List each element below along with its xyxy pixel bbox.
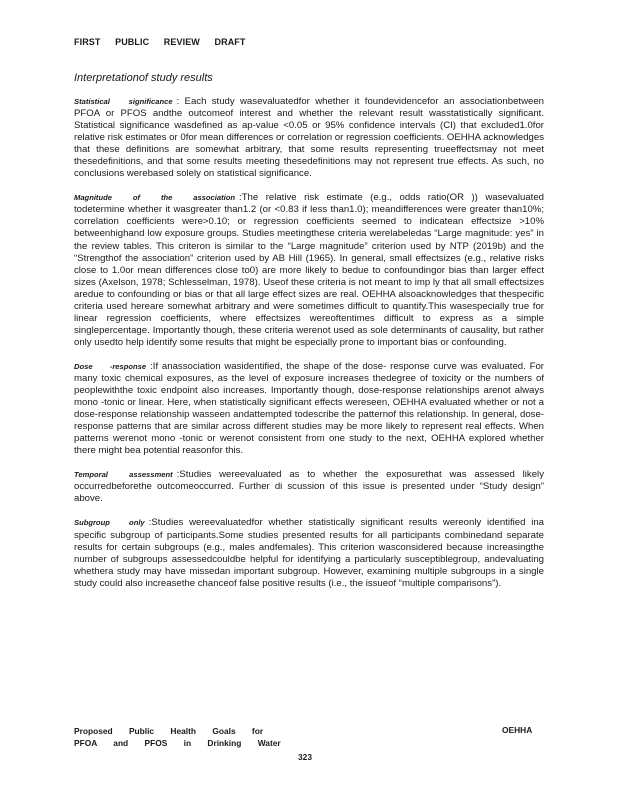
paragraph-label: Magnitude of the association	[74, 193, 236, 203]
paragraph-label: Subgroup only	[74, 518, 145, 528]
paragraph-temporal-assessment	[74, 469, 544, 505]
page-number: 323	[298, 752, 312, 762]
paragraph-label: Temporal assessment	[74, 470, 173, 480]
paragraph-label: Statistical significance	[74, 97, 173, 106]
footer-line-2: PFOA and PFOS in Drinking Water	[74, 738, 281, 748]
paragraph-text: :Studies wereevaluated as to whether the exposurethat was assessed likely occurredbeforethe outcomeoccurred. Further di scussion of this issue is presented under “Study design” above.	[74, 469, 544, 505]
footer-agency: OEHHA	[502, 725, 533, 735]
body-content	[74, 96, 544, 602]
section-heading: Interpretationof study results	[74, 72, 213, 84]
paragraph-text: : Each study wasevaluatedfor whether it foundevidencefor an associationbetween PFOA or PFOS andthe outcomeof interest and whether the relevant result wasstatistically significant. Statistical significance wasdefined as ap-value <0.05 or 95% confidence intervals (CI) that excluded1.0for relative risk estimates or 0for mean differences or correlation or regression coefficients. OEHHA acknowledges that these definitions are somewhat arbitrary, that some results representing trueeffectsmay not meet thesedefinitions, and that some results meeting thesedefinitions may not represent true effects. As such, no conclusions werebased solely on statistical significance.	[74, 96, 545, 180]
footer-document-title	[74, 725, 281, 749]
paragraph-subgroup-only	[74, 517, 544, 589]
paragraph-label: Dose -response	[74, 361, 147, 371]
paragraph-dose-response	[74, 361, 544, 457]
paragraph-text: :If anassociation wasidentified, the shape of the dose- response curve was evaluated. For many toxic chemical exposures, as the level of exposure increases thedegree of toxicity or the numbers of peoplewiththe toxic endpoint also increases. Importantly though, dose-response relationships arenot always mono -tonic or linear. Here, when statistically significant effects wereseen, OEHHA evaluated whether or not a dose-response relationship wasseen andattempted todescribe the patternof this relationship. In general, dose- response patterns that are similar across different studies may be more likely to represent real effects. When patterns werenot mono -tonic or werenot consistent from one study to the next, OEHHA explored whether there might bea potential reasonfor this.	[74, 360, 544, 457]
paragraph-text: :Studies wereevaluatedfor whether statistically significant results wereonly identified ina specific subgroup of participants.Some studies presented results for all participants combinedand separate results for certain subgroups (e.g., males andfemales). This criterion wasconsidered because increasingthe number of subgroups assessedcouldbe helpful for identifying a particularly susceptiblegroup, andevaluating whethera study may have missedan important subgroup. However, examining multiple subgroups in a single study could also increasethe chanceof false positive results (i.e., the issueof “multiple comparisons”).	[74, 517, 544, 589]
footer-line-1: Proposed Public Health Goals for	[74, 726, 264, 736]
draft-header: FIRST PUBLIC REVIEW DRAFT	[74, 37, 246, 47]
paragraph-magnitude	[74, 192, 544, 349]
paragraph-statistical-significance	[74, 96, 544, 180]
paragraph-text: :The relative risk estimate (e.g., odds ratio(OR )) wasevaluated todetermine whether it wasgreater than1.2 (or <0.83 if less than1.0); meandifferences were greater than10%; correlation coefficients were>0.10; or regression coefficients seemed to indicatean effectsize >10% betweenhighand low exposure groups. Studies meetingthese criteria werelabeledas “Large magnitude: yes” in the review tables. This criteron is similar to the “Large magnitude” criterion used by NTP (2019b) and the “Strengthof the association” criterion used by AB Hill (1965). In general, small effectsizes (e.g., relative risks close to 1.0or mean differences close to0) are more likely to bedue to confoundingor bias than larger effect sizes (Axelson, 1978; Schlesselman, 1978). Useof these criteria is not meant to imp ly that all small effectsizes aredue to confounding or bias or that all large effect sizes are real. OEHHA alsoacknowledges that thespecific criteria used hereare somewhat arbitrary and were sometimes difficult to quantify.This wasespecially true for linear regression coefficients, where effectsizes wereoftentimes difficult to express as a simple singlepercentage. Importantly though, these criteria werenot used as sole determinants of causality, but rather only usedto help identify some results that might be especially prone to important bias or confounding.	[74, 192, 544, 348]
